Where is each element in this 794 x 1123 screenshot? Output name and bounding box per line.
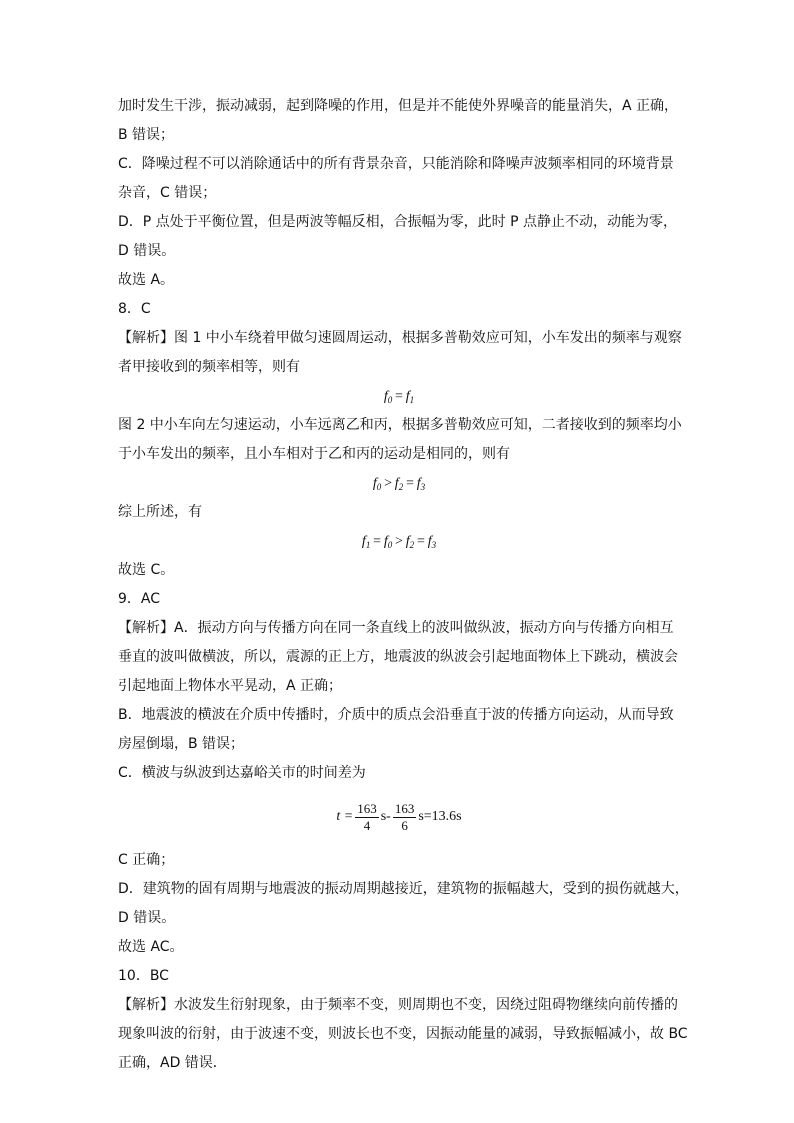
- text-line: B 错误；: [118, 127, 175, 143]
- equation-lhs: t =: [336, 809, 354, 824]
- fraction-denominator: 4: [363, 817, 371, 833]
- equation-variable: $f_2$: [394, 476, 404, 492]
- answer-heading: 10．BC: [118, 968, 169, 984]
- equation-operator: =: [416, 534, 425, 549]
- equation-variable: $f_2$: [405, 534, 415, 550]
- text-line: D 错误。: [118, 243, 176, 259]
- equation-variable: $f_0$: [383, 389, 393, 405]
- equation-variable: $f_1$: [405, 389, 415, 405]
- equation-variable: $f_1$: [361, 534, 371, 550]
- equation: [118, 469, 680, 498]
- text-line: 故选 A。: [118, 272, 175, 288]
- text-line: 加时发生干涉，振动减弱，起到降噪的作用，但是并不能使外界噪音的能量消失，A 正确，: [118, 98, 679, 114]
- equation-operator: =: [373, 534, 382, 549]
- answer-heading: 8．C: [118, 301, 151, 317]
- fraction-numerator: 163: [357, 800, 377, 816]
- text-line: 杂音，C 错误；: [118, 185, 217, 201]
- fraction: [393, 801, 417, 834]
- text-line: C．降噪过程不可以消除通话中的所有背景杂音，只能消除和降噪声波频率相同的环境背景: [118, 156, 674, 172]
- text-line: D 错误。: [118, 910, 176, 926]
- equation-operator: =: [395, 389, 403, 404]
- equation: [118, 382, 680, 411]
- equation-variable: $f_0$: [372, 476, 382, 492]
- text-line: 正确，AD 错误．: [118, 1055, 227, 1071]
- answer-heading: 9．AC: [118, 591, 161, 607]
- text-line: B．地震波的横波在介质中传播时，介质中的质点会沿垂直于波的传播方向运动，从而导致: [118, 707, 674, 723]
- text-line: 于小车发出的频率，且小车相对于乙和丙的运动是相同的，则有: [118, 446, 510, 462]
- text-line: 【解析】图 1 中小车绕着甲做匀速圆周运动，根据多普勒效应可知，小车发出的频率与观察: [118, 330, 682, 346]
- answer-content: [118, 92, 689, 1078]
- equation-variable: $f_3$: [416, 476, 426, 492]
- text-line: D．建筑物的固有周期与地震波的振动周期越接近，建筑物的振幅越大，受到的损伤就越大，: [118, 881, 689, 897]
- text-line: 图 2 中小车向左匀速运动，小车远离乙和丙，根据多普勒效应可知，二者接收到的频率均小: [118, 417, 682, 433]
- text-line: 【解析】水波发生衍射现象，由于频率不变，则周期也不变，因绕过阻碍物继续向前传播的: [118, 997, 678, 1013]
- equation-operator: >: [384, 476, 392, 491]
- text-line: 引起地面上物体水平晃动，A 正确；: [118, 678, 343, 694]
- text-line: C 正确；: [118, 852, 175, 868]
- fraction: [355, 801, 379, 834]
- text-line: 故选 AC。: [118, 939, 184, 955]
- text-line: 房屋倒塌，B 错误；: [118, 736, 245, 752]
- equation-rhs: s=13.6s: [418, 809, 462, 824]
- text-line: 垂直的波叫做横波，所以，震源的正上方，地震波的纵波会引起地面物体上下跳动，横波会: [118, 649, 678, 665]
- fraction-denominator: 6: [401, 817, 408, 833]
- equation-variable: $f_0$: [383, 534, 393, 550]
- fraction-equation: [118, 788, 680, 846]
- text-line: 者甲接收到的频率相等，则有: [118, 359, 300, 375]
- equation-mid: s-: [380, 809, 391, 824]
- equation-operator: >: [395, 534, 403, 549]
- text-line: 综上所述，有: [118, 504, 202, 520]
- fraction-numerator: 163: [394, 800, 415, 816]
- equation-variable: $f_3$: [427, 534, 437, 550]
- equation-operator: =: [406, 476, 414, 491]
- text-line: D．P 点处于平衡位置，但是两波等幅反相，合振幅为零，此时 P 点静止不动，动能为零，: [118, 214, 678, 230]
- text-line: 【解析】A．振动方向与传播方向在同一条直线上的波叫做纵波，振动方向与传播方向相互: [118, 620, 674, 636]
- equation: [118, 527, 680, 556]
- text-line: 故选 C。: [118, 562, 175, 578]
- text-line: C．横波与纵波到达嘉峪关市的时间差为: [118, 765, 366, 781]
- text-line: 现象叫波的衍射，由于波速不变，则波长也不变，因振动能量的减弱，导致振幅减小，故 BC: [118, 1026, 688, 1042]
